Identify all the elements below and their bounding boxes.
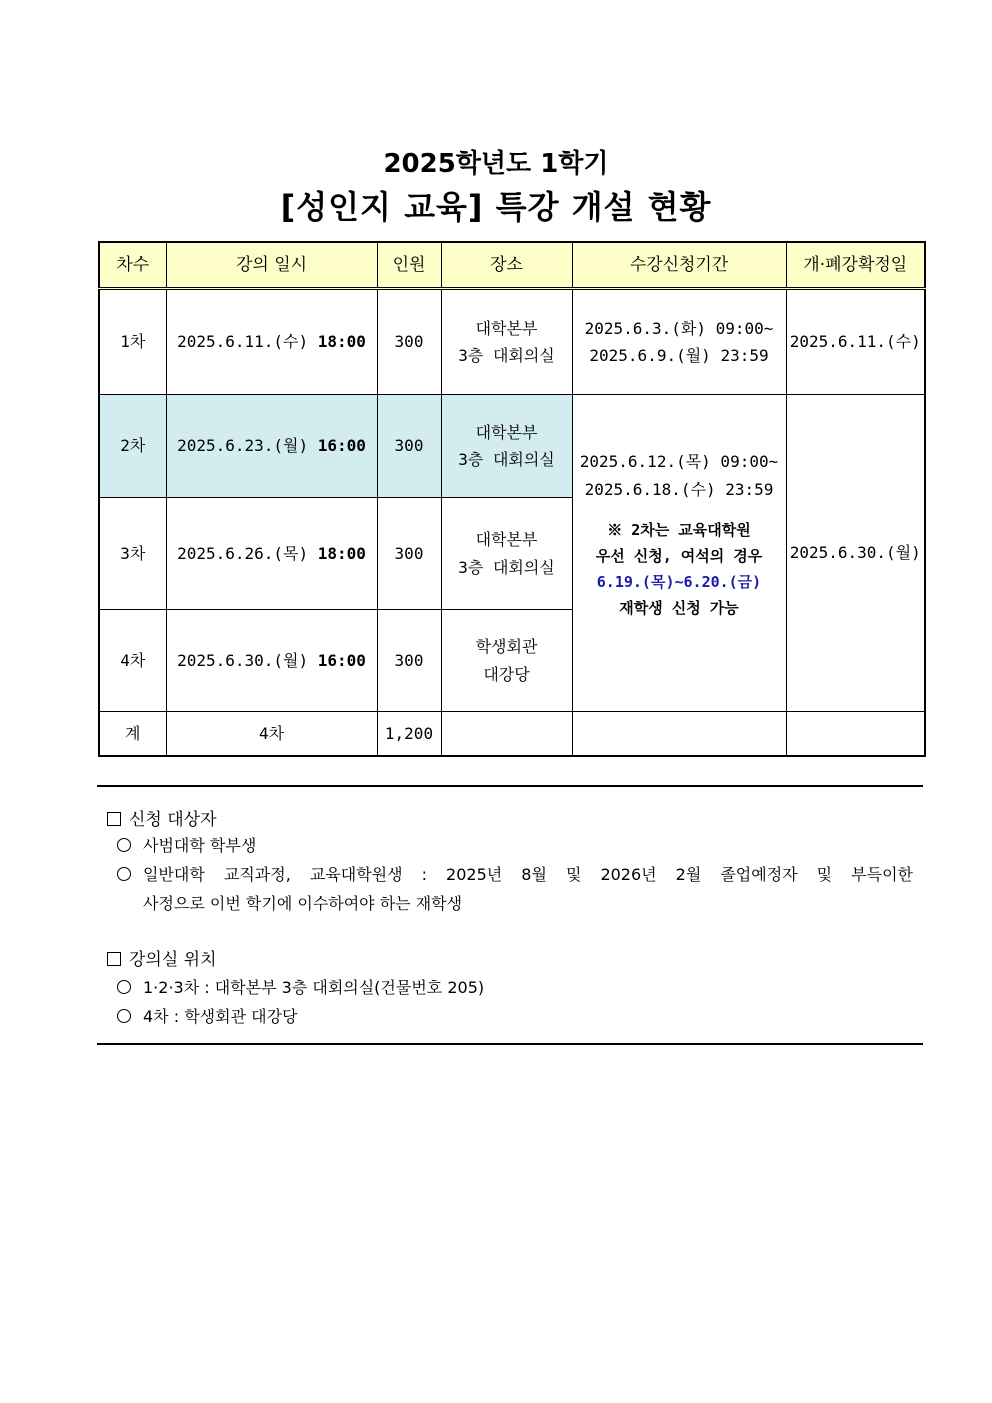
place-cell [441,610,572,712]
datetime-cell [166,498,377,610]
list-item-text: 사정으로 이번 학기에 이수하여야 하는 재학생 [143,894,463,913]
table-header-row [99,242,925,289]
place-line: 학생회관 [475,637,538,657]
header-datetime: 강의 일시 [166,242,377,289]
place-line: 3층 대회의실 [458,557,555,577]
list-item-text: 1·2·3차 : 대학본부 3층 대회의실(건물번호 205) [143,978,485,997]
list-item-text: 일반대학 교직과정, 교육대학원생 : 2025년 8월 및 2026년 2월 졸업예정자 및 부득이한 [143,865,913,884]
header-people: 인원 [377,242,441,289]
place-line: 3층 대회의실 [458,346,555,365]
period-note: ※ 2차는 교육대학원 [607,520,751,539]
empty-cell [572,712,786,756]
place-line: 대학본부 [475,422,538,442]
list-item-text: 4차 : 학생회관 대강당 [143,1007,298,1026]
period-note: 우선 신청, 여석의 경우 [595,546,763,565]
circle-bullet-icon [117,980,131,994]
place-line: 3층 대회의실 [458,450,555,469]
people-cell: 300 [377,610,441,712]
square-bullet-icon [107,812,121,826]
header-period: 수강신청기간 [572,242,786,289]
list-item [117,860,913,889]
people-cell: 300 [377,289,441,395]
time-text: 18:00 [317,543,366,563]
table-row [99,289,925,395]
circle-bullet-icon [117,1009,131,1023]
list-item [117,1002,913,1031]
people-cell: 300 [377,498,441,610]
list-item-continuation [143,889,913,918]
section-heading-text: 강의실 위치 [129,950,217,970]
schedule-table [98,241,926,757]
notice-section [97,785,923,1045]
circle-bullet-icon [117,867,131,881]
square-bullet-icon [107,952,121,966]
datetime-cell [166,395,377,498]
date-text: 2025.6.30.(월) [177,650,309,670]
place-line: 대학본부 [475,318,538,338]
time-text: 16:00 [317,436,366,456]
section-heading-text: 신청 대상자 [129,810,217,830]
round-cell: 2차 [99,395,166,498]
period-line: 2025.6.12.(목) 09:00~ [579,452,779,472]
datetime-cell [166,610,377,712]
time-text: 16:00 [317,650,366,670]
period-line: 2025.6.18.(수) 23:59 [584,479,774,499]
period-cell [572,395,786,712]
period-note-dates: 6.19.(목)~6.20.(금) [596,573,762,592]
people-cell: 300 [377,395,441,498]
page-subtitle: 2025학년도 1학기 [383,149,609,179]
period-note: 재학생 신청 가능 [619,599,739,618]
date-text: 2025.6.23.(월) [177,436,309,456]
round-cell: 1차 [99,289,166,395]
round-cell: 3차 [99,498,166,610]
list-item [117,973,913,1002]
confirm-cell: 2025.6.30.(월) [786,395,925,712]
section-heading-location [107,945,217,970]
place-line: 대강당 [483,664,530,684]
total-people: 1,200 [377,712,441,756]
place-cell [441,395,572,498]
period-cell [572,289,786,395]
place-cell [441,289,572,395]
period-line: 2025.6.9.(월) 23:59 [589,346,769,365]
datetime-cell [166,289,377,395]
period-line: 2025.6.3.(화) 09:00~ [584,318,774,338]
confirm-cell: 2025.6.11.(수) [786,289,925,395]
circle-bullet-icon [117,838,131,852]
header-round: 차수 [99,242,166,289]
list-item-text: 사범대학 학부생 [143,836,257,855]
header-confirm: 개·폐강확정일 [786,242,925,289]
list-item [117,831,913,860]
time-text: 18:00 [317,332,366,352]
header-place: 장소 [441,242,572,289]
place-cell [441,498,572,610]
date-text: 2025.6.11.(수) [177,332,309,352]
section-heading-applicants [107,805,217,830]
page-title: [성인지 교육] 특강 개설 현황 [280,188,712,226]
date-text: 2025.6.26.(목) [177,543,309,563]
round-cell: 4차 [99,610,166,712]
empty-cell [441,712,572,756]
total-row [99,712,925,756]
total-label: 계 [99,712,166,756]
place-line: 대학본부 [475,530,538,550]
empty-cell [786,712,925,756]
total-rounds: 4차 [166,712,377,756]
table-row [99,395,925,498]
